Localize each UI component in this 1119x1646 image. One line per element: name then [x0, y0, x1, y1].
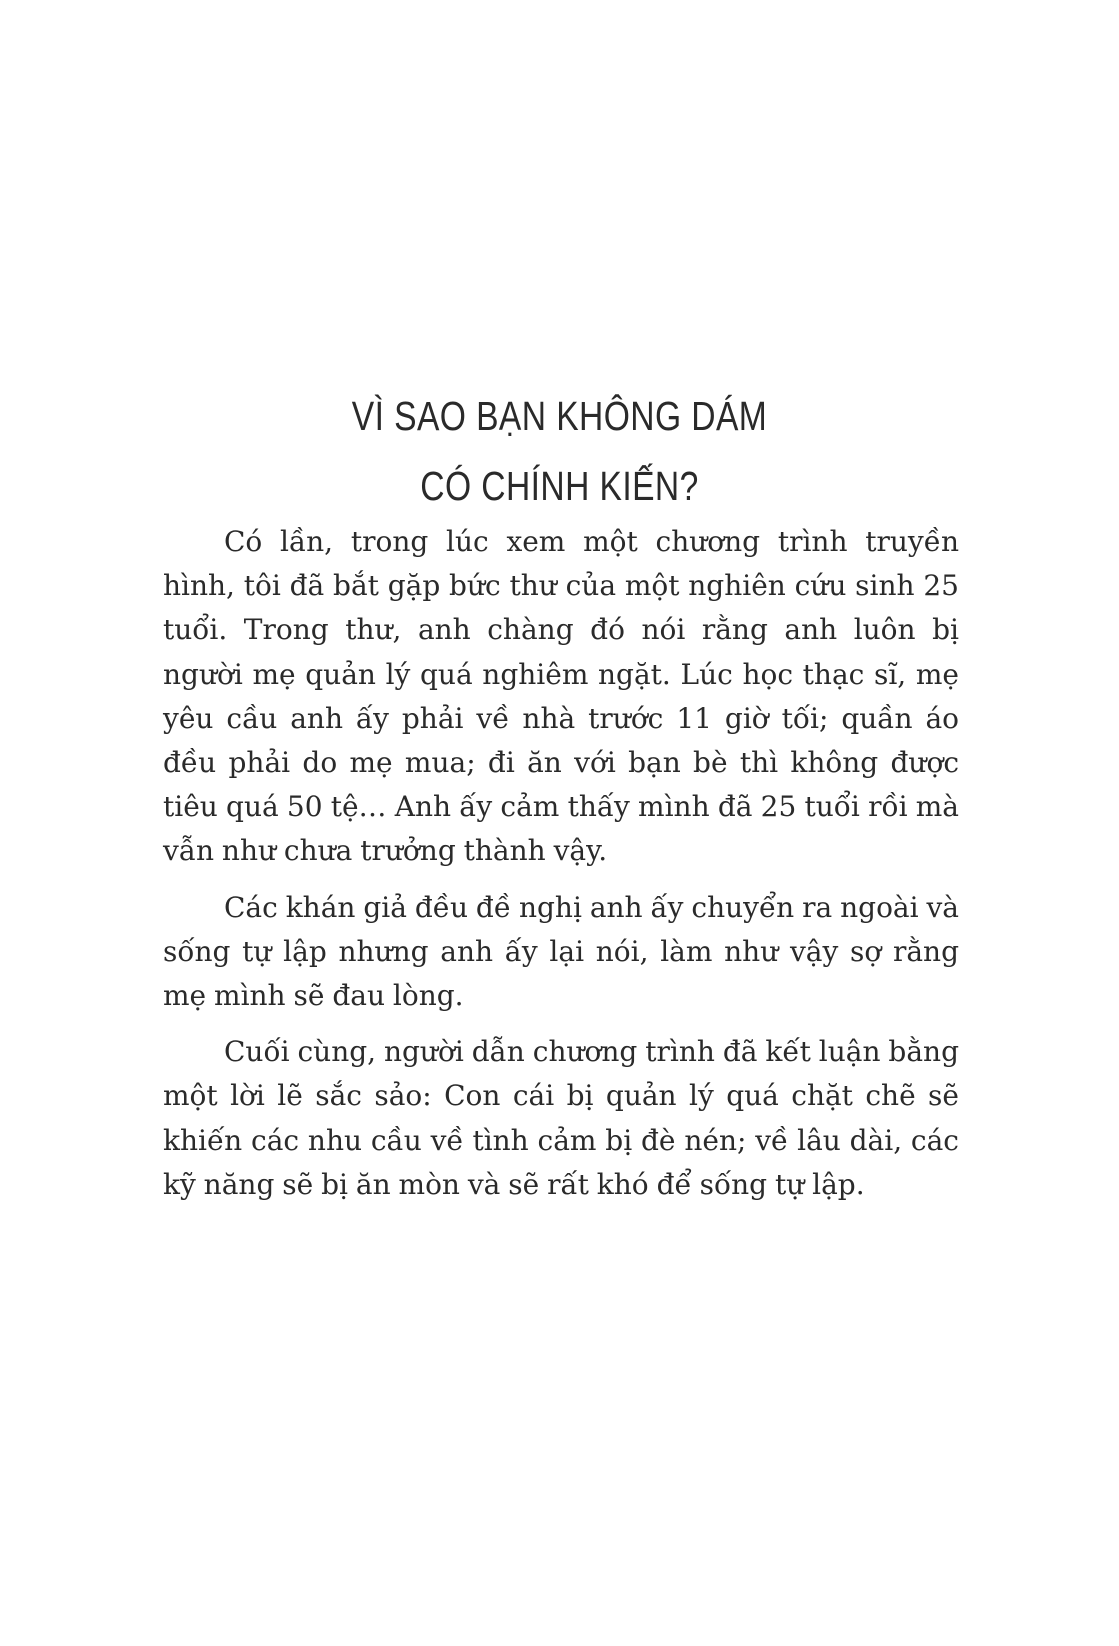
chapter-title — [101, 381, 1019, 521]
paragraph-1: Có lần, trong lúc xem một chương trình truyền hình, tôi đã bắt gặp bức thư của một nghiên cứu sinh 25 tuổi. Trong thư, anh chàng đó nói rằng anh luôn bị người mẹ quản lý quá nghiêm ngặt. Lúc học thạc sĩ, mẹ yêu cầu anh ấy phải về nhà trước 11 giờ tối; quần áo đều phải do mẹ mua; đi ăn với bạn bè thì không được tiêu quá 50 tệ… Anh ấy cảm thấy mình đã 25 tuổi rồi mà vẫn như chưa trưởng thành vậy. — [163, 525, 959, 868]
chapter-title-line-1: VÌ SAO BẠN KHÔNG DÁM — [351, 393, 768, 440]
chapter-title-line-2: CÓ CHÍNH KIẾN? — [420, 463, 699, 510]
body-text — [163, 520, 959, 1219]
paragraph-3: Cuối cùng, người dẫn chương trình đã kết luận bằng một lời lẽ sắc sảo: Con cái bị quản lý quá chặt chẽ sẽ khiến các nhu cầu về tình cảm bị đè nén; về lâu dài, các kỹ năng sẽ bị ăn mòn và sẽ rất khó để sống tự lập. — [163, 1035, 959, 1201]
paragraph-2: Các khán giả đều đề nghị anh ấy chuyển ra ngoài và sống tự lập nhưng anh ấy lại nói, làm như vậy sợ rằng mẹ mình sẽ đau lòng. — [163, 890, 959, 1013]
